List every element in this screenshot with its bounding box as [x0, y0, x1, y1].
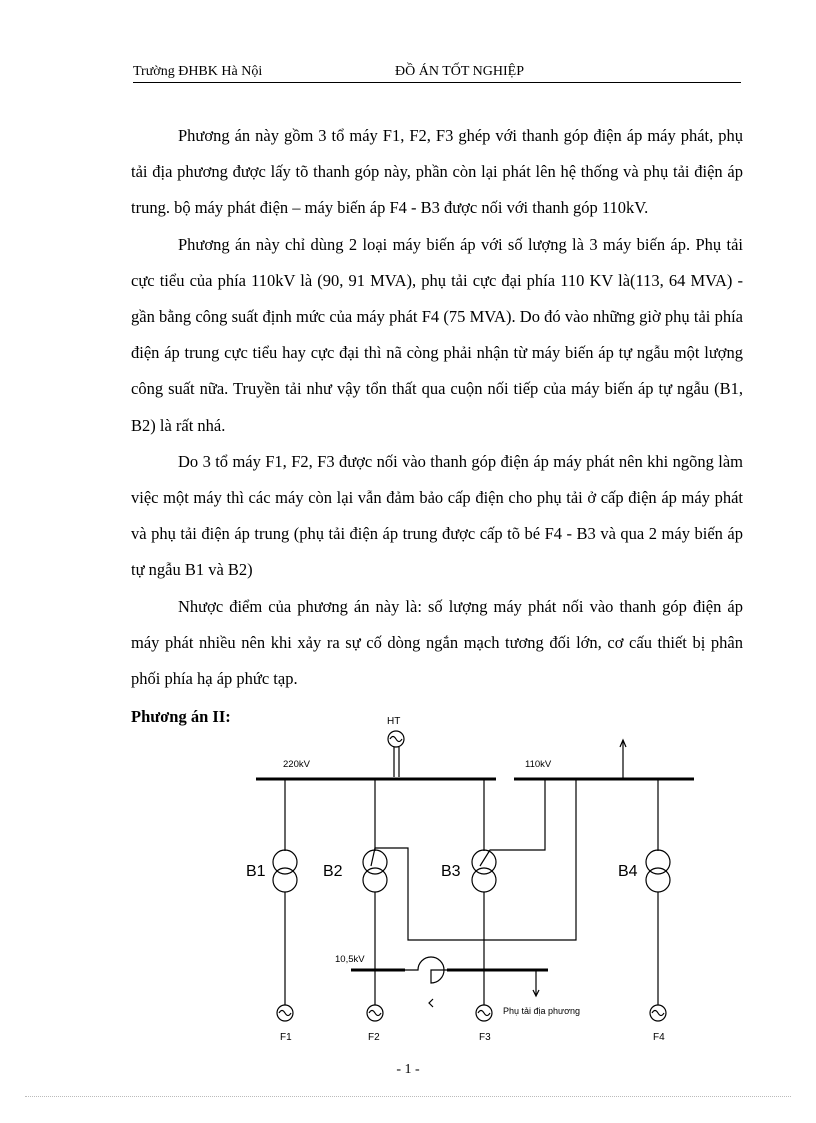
reactor-icon [405, 957, 447, 983]
bus-220-label: 220kV [283, 759, 310, 770]
transformer-b1-icon [273, 850, 297, 874]
transformer-b3-icon [472, 850, 496, 874]
b3-medium-voltage-line [480, 779, 545, 866]
transformer-b2-label: B2 [323, 863, 343, 880]
generator-f4-label: F4 [653, 1032, 665, 1043]
generator-f2-label: F2 [368, 1032, 380, 1043]
generator-f3-label: F3 [479, 1032, 491, 1043]
paragraph-2: Phương án này chỉ dùng 2 loại máy biến áp với số lượng là 3 máy biến áp. Phụ tải cực tiểu của phía 110kV là (90, 91 MVA), phụ tải cực đại phía 110 KV là(113, 64 MVA) - gần bằng công suất định mức của máy phát F4 (75 MVA). Do đó vào những giờ phụ tải phía điện áp trung cực tiểu hay cực đại thì nã còng phải nhận từ máy biến áp tự ngẫu một lượng công suất nữa. Truyền tải như vậy tổn thất qua cuộn nối tiếp của máy biến áp tự ngẫu (B1, B2) là rất nhá. [131, 234, 743, 435]
generator-f1-label: F1 [280, 1032, 292, 1043]
page-bottom-divider [25, 1096, 791, 1097]
transformer-b3-label: B3 [441, 863, 461, 880]
reactor-arrow-icon [429, 999, 433, 1007]
system-wave-icon [390, 737, 402, 742]
paragraph-1: Phương án này gồm 3 tổ máy F1, F2, F3 ghép với thanh góp điện áp máy phát, phụ tải địa phương được lấy tõ thanh góp này, phần còn lại phát lên hệ thống và phụ tải điện áp trung. bộ máy phát điện – máy biến áp F4 - B3 được nối với thanh góp 110kV. [131, 126, 743, 218]
page-number: - 1 - [396, 1062, 420, 1077]
transformer-b2-icon [363, 850, 387, 874]
paragraph-4: Nhược điểm của phương án này là: số lượng máy phát nối vào thanh góp điện áp máy phát nhiều nên khi xảy ra sự cố dòng ngắn mạch tương đối lớn, cơ cấu thiết bị phân phối phía hạ áp phức tạp. [131, 596, 743, 689]
bus-110-label: 110kV [525, 759, 552, 770]
bus-10-label: 10,5kV [335, 954, 365, 965]
header-school: Trường ĐHBK Hà Nội [133, 64, 263, 79]
header-title: ĐỒ ÁN TỐT NGHIỆP [395, 64, 524, 79]
section-title: Phương án II: [131, 707, 231, 726]
transformer-b4-icon [646, 850, 670, 874]
transformer-b1-label: B1 [246, 863, 266, 880]
local-load-label: Phụ tải địa phương [503, 1006, 580, 1016]
system-label: HT [387, 716, 401, 727]
transformer-b4-label: B4 [618, 863, 638, 880]
paragraph-3: Do 3 tổ máy F1, F2, F3 được nối vào thanh góp điện áp máy phát nên khi ngõng làm việc một máy thì các máy còn lại vẫn đảm bảo cấp điện cho phụ tải ở cấp điện áp máy phát và phụ tải điện áp trung (phụ tải điện áp trung được cấp tõ bé F4 - B3 và qua 2 máy biến áp tự ngẫu B1 và B2) [131, 451, 743, 580]
